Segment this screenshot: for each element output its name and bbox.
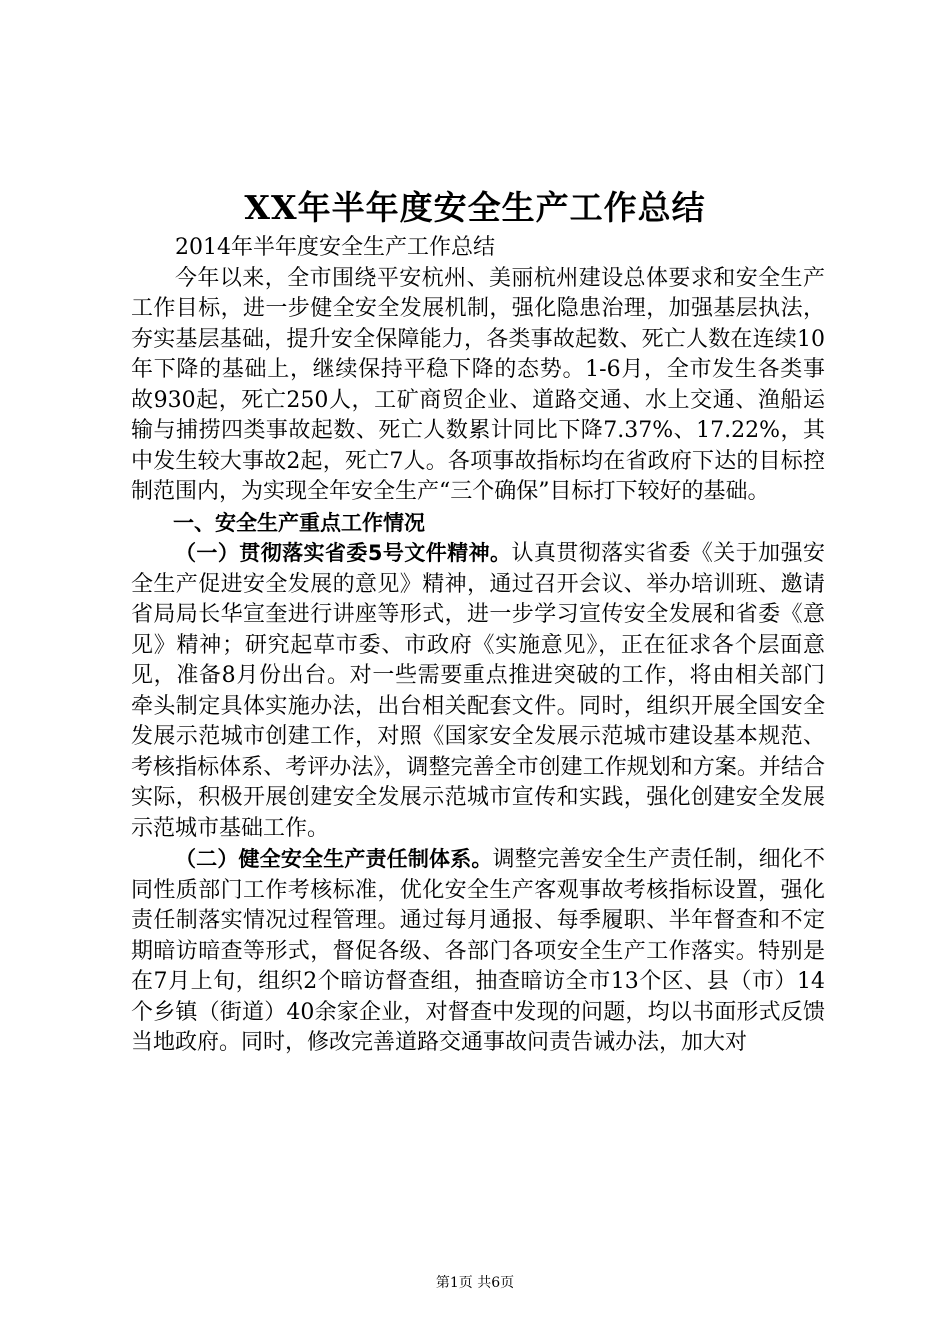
item-1-lead: （一）贯彻落实省委5号文件精神。 [175, 541, 512, 565]
document-body [131, 233, 825, 1059]
item-1-text: 认真贯彻落实省委《关于加强安全生产促进安全发展的意见》精神，通过召开会议、举办培训班、邀请省局局长华宣奎进行讲座等形式，进一步学习宣传安全发展和省委《意见》精神；研究起草市委、市政府《实施意见》，正在征求各个层面意见，准备8月份出台。对一些需要重点推进突破的工作，将由相关部门牵头制定具体实施办法，出台相关配套文件。同时，组织开展全国安全发展示范城市创建工作，对照《国家安全发展示范城市建设基本规范、考核指标体系、考评办法》，调整完善全市创建工作规划和方案。并结合实际，积极开展创建安全发展示范城市宣传和实践，强化创建安全发展示范城市基础工作。 [131, 541, 825, 841]
paragraph-item-1 [131, 538, 825, 844]
document-title: XX年半年度安全生产工作总结 [244, 188, 706, 227]
paragraph-item-2 [131, 844, 825, 1059]
item-2-text: 调整完善安全生产责任制，细化不同性质部门工作考核标准，优化安全生产客观事故考核指标设置，强化责任制落实情况过程管理。通过每月通报、每季履职、半年督查和不定期暗访暗查等形式，督促各级、各部门各项安全生产工作落实。特别是在7月上旬，组织2个暗访督查组，抽查暗访全市13个区、县（市）14个乡镇（街道）40余家企业，对督查中发现的问题，均以书面形式反馈当地政府。同时，修改完善道路交通事故问责告诫办法，加大对 [131, 847, 825, 1055]
item-2-lead: （二）健全安全生产责任制体系。 [175, 847, 493, 871]
section-heading: 一、安全生产重点工作情况 [173, 510, 425, 535]
paragraph-subtitle: 2014年半年度安全生产工作总结 [175, 235, 495, 260]
paragraph-intro: 今年以来，全市围绕平安杭州、美丽杭州建设总体要求和安全生产工作目标，进一步健全安全发展机制，强化隐患治理，加强基层执法，夯实基层基础，提升安全保障能力，各类事故起数、死亡人数在连续10年下降的基础上，继续保持平稳下降的态势。1-6月，全市发生各类事故930起，死亡250人，工矿商贸企业、道路交通、水上交通、渔船运输与捕捞四类事故起数、死亡人数累计同比下降7.37%、17.22%，其中发生较大事故2起，死亡7人。各项事故指标均在省政府下达的目标控制范围内，为实现全年安全生产“三个确保”目标打下较好的基础。 [131, 265, 825, 504]
page-footer: 第1页 共6页 [435, 1275, 515, 1291]
